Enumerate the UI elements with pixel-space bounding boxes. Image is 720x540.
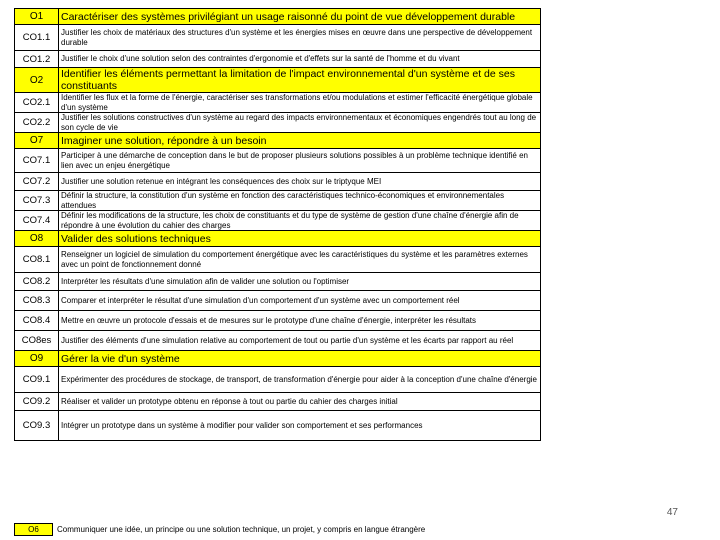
objective-row <box>15 68 541 93</box>
competency-row <box>15 25 541 51</box>
competency-row <box>15 211 541 231</box>
o6-row <box>14 522 541 536</box>
competency-row <box>15 247 541 273</box>
objective-code: O8 <box>15 231 59 247</box>
competency-description: Justifier une solution retenue en intégrant les conséquences des choix sur le triptyque MEI <box>59 173 541 191</box>
page-number: 47 <box>666 507 678 518</box>
competency-code: CO8.3 <box>15 291 59 311</box>
objective-title: Caractériser des systèmes privilégiant un usage raisonné du point de vue développement durable <box>59 9 541 25</box>
competency-table <box>14 8 541 441</box>
competency-code: CO9.2 <box>15 393 59 411</box>
o6-description: Communiquer une idée, un principe ou une solution technique, un projet, y compris en langue étrangère <box>57 524 426 534</box>
objective-title: Identifier les éléments permettant la limitation de l'impact environnemental d'un système et de ses constituants <box>59 68 541 93</box>
competency-code: CO2.1 <box>15 93 59 113</box>
competency-row <box>15 367 541 393</box>
competency-description: Réaliser et valider un prototype obtenu en réponse à tout ou partie du cahier des charges initial <box>59 393 541 411</box>
competency-row <box>15 311 541 331</box>
competency-description: Interpréter les résultats d'une simulation afin de valider une solution ou l'optimiser <box>59 273 541 291</box>
competency-code: CO1.2 <box>15 51 59 68</box>
competency-description: Justifier des éléments d'une simulation relative au comportement de tout ou partie d'un système et les écarts par rapport au réel <box>59 331 541 351</box>
competency-row <box>15 173 541 191</box>
competency-code: CO2.2 <box>15 113 59 133</box>
competency-description: Expérimenter des procédures de stockage, de transport, de transformation d'énergie pour aider à la conception d'une chaîne d'énergie <box>59 367 541 393</box>
competency-row <box>15 113 541 133</box>
competency-code: CO7.2 <box>15 173 59 191</box>
competency-code: CO8es <box>15 331 59 351</box>
objective-code: O7 <box>15 133 59 149</box>
competency-row <box>15 273 541 291</box>
competency-code: CO9.3 <box>15 411 59 441</box>
competency-code: CO8.1 <box>15 247 59 273</box>
competency-description: Justifier le choix d'une solution selon des contraintes d'ergonomie et d'effets sur la santé de l'homme et du vivant <box>59 51 541 68</box>
competency-description: Justifier les choix de matériaux des structures d'un système et les énergies mises en œuvre dans une perspective de développement durable <box>59 25 541 51</box>
competency-description: Comparer et interpréter le résultat d'une simulation d'un comportement d'un système avec un comportement réel <box>59 291 541 311</box>
competency-code: CO9.1 <box>15 367 59 393</box>
objective-title: Valider des solutions techniques <box>59 231 541 247</box>
objective-title: Imaginer une solution, répondre à un besoin <box>59 133 541 149</box>
competency-description: Justifier les solutions constructives d'un système au regard des impacts environnementaux et économiques engendrés tout au long de son cycle de vie <box>59 113 541 133</box>
objective-code: O1 <box>15 9 59 25</box>
objective-code: O2 <box>15 68 59 93</box>
competency-description: Intégrer un prototype dans un système à modifier pour valider son comportement et ses performances <box>59 411 541 441</box>
competency-description: Participer à une démarche de conception dans le but de proposer plusieurs solutions possibles à un problème technique identifié en lien avec un enjeu énergétique <box>59 149 541 173</box>
competency-code: CO7.1 <box>15 149 59 173</box>
competency-code: CO1.1 <box>15 25 59 51</box>
objective-row <box>15 351 541 367</box>
competency-code: CO7.3 <box>15 191 59 211</box>
competency-description: Mettre en œuvre un protocole d'essais et de mesures sur le prototype d'une chaîne d'énergie, interpréter les résultats <box>59 311 541 331</box>
competency-row <box>15 411 541 441</box>
competency-row <box>15 149 541 173</box>
competency-row <box>15 393 541 411</box>
competency-code: CO7.4 <box>15 211 59 231</box>
competency-row <box>15 93 541 113</box>
competency-description: Renseigner un logiciel de simulation du comportement énergétique avec les caractéristiques du système et les paramètres externes avec un point de fonctionnement donné <box>59 247 541 273</box>
competency-row <box>15 331 541 351</box>
o6-code: O6 <box>14 523 53 536</box>
objective-row <box>15 133 541 149</box>
competency-description: Identifier les flux et la forme de l'énergie, caractériser ses transformations et/ou modulations et estimer l'efficacité énergétique globale d'un système <box>59 93 541 113</box>
competency-row <box>15 51 541 68</box>
objective-row <box>15 231 541 247</box>
competency-description: Définir les modifications de la structure, les choix de constituants et du type de système de gestion d'une chaîne d'énergie afin de répondre à une évolution du cahier des charges <box>59 211 541 231</box>
competency-code: CO8.2 <box>15 273 59 291</box>
competency-description: Définir la structure, la constitution d'un système en fonction des caractéristiques technico-économiques et environnementales attendues <box>59 191 541 211</box>
competency-code: CO8.4 <box>15 311 59 331</box>
competency-row <box>15 191 541 211</box>
objective-title: Gérer la vie d'un système <box>59 351 541 367</box>
objective-code: O9 <box>15 351 59 367</box>
competency-row <box>15 291 541 311</box>
objective-row <box>15 9 541 25</box>
